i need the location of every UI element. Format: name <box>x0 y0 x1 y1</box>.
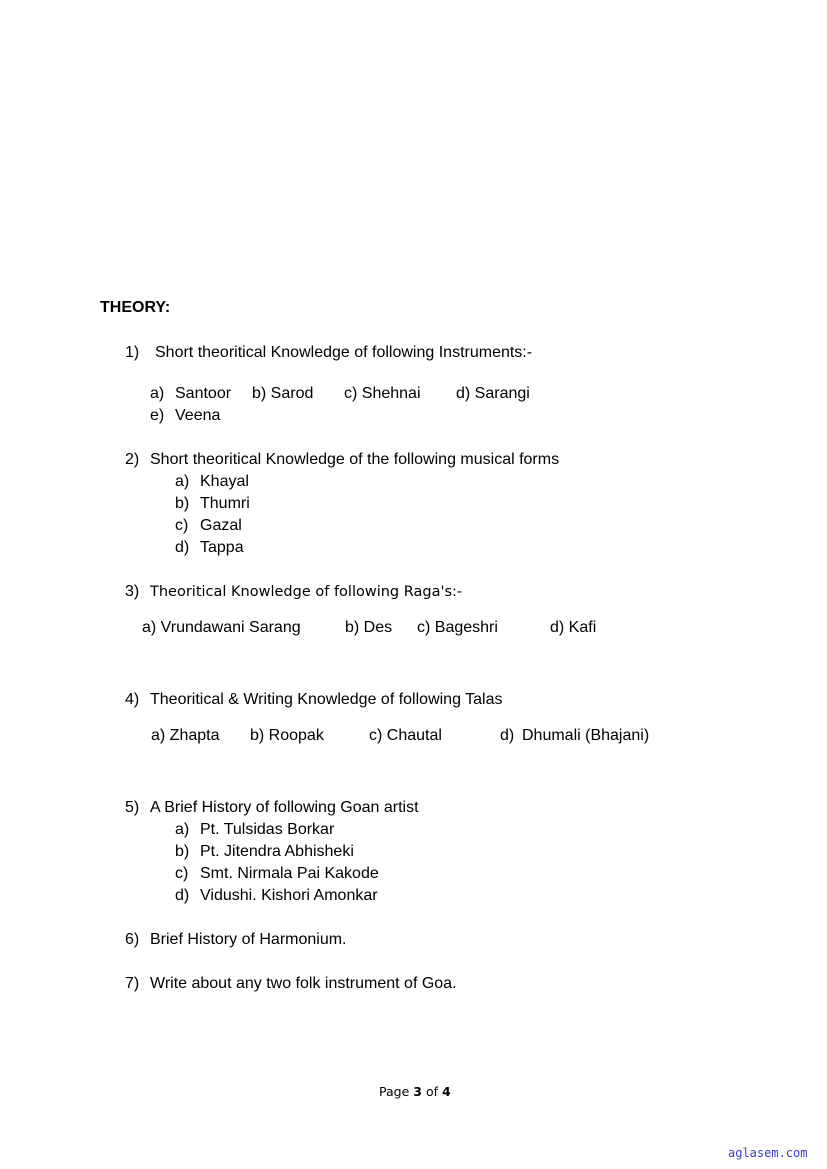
q4-option-d-label: d) <box>500 727 515 744</box>
section-heading: THEORY: <box>100 299 171 316</box>
watermark: aglasem.com <box>728 1146 808 1160</box>
question-1-text: Short theoritical Knowledge of following Instruments:- <box>155 344 533 361</box>
q2-item-label: a) <box>175 473 190 490</box>
q5-item-text: Pt. Tulsidas Borkar <box>200 821 335 838</box>
q1-option-e-label: e) <box>150 407 165 424</box>
q2-item-label: c) <box>175 517 189 534</box>
q5-item-text: Vidushi. Kishori Amonkar <box>200 887 378 904</box>
q4-option-c: c) Chautal <box>369 727 442 744</box>
question-4-text: Theoritical & Writing Knowledge of following Talas <box>150 691 503 708</box>
q1-option-a-label: a) <box>150 385 165 402</box>
question-4-number: 4) <box>125 691 140 708</box>
footer-page-word: Page <box>379 1084 410 1099</box>
question-2-number: 2) <box>125 451 140 468</box>
q4-option-b: b) Roopak <box>250 727 324 744</box>
q2-item-text: Tappa <box>200 539 244 556</box>
q5-item-label: b) <box>175 843 190 860</box>
q5-item-label: a) <box>175 821 190 838</box>
question-5-text: A Brief History of following Goan artist <box>150 799 419 816</box>
q5-item-text: Smt. Nirmala Pai Kakode <box>200 865 379 882</box>
q3-option-c: c) Bageshri <box>417 619 498 636</box>
question-6-text: Brief History of Harmonium. <box>150 931 347 948</box>
question-6-number: 6) <box>125 931 140 948</box>
page-footer <box>379 1084 451 1099</box>
q2-item-text: Gazal <box>200 517 242 534</box>
question-7-text: Write about any two folk instrument of Goa. <box>150 975 457 992</box>
footer-total-pages: 4 <box>441 1084 451 1099</box>
q4-option-d-text: Dhumali (Bhajani) <box>522 727 650 744</box>
q5-item-text: Pt. Jitendra Abhisheki <box>200 843 354 860</box>
question-3-text: Theoritical Knowledge of following Raga's:- <box>150 584 463 600</box>
q3-option-d: d) Kafi <box>550 619 597 636</box>
q4-option-a: a) Zhapta <box>151 727 220 744</box>
footer-current-page: 3 <box>413 1084 422 1099</box>
question-7-number: 7) <box>125 975 140 992</box>
q3-option-a: a) Vrundawani Sarang <box>142 619 301 636</box>
q1-option-b: b) Sarod <box>252 385 314 402</box>
q5-item-label: c) <box>175 865 189 882</box>
q2-item-label: d) <box>175 539 190 556</box>
footer-of-word: of <box>425 1084 438 1099</box>
q1-option-a-text: Santoor <box>175 385 232 402</box>
q1-option-d: d) Sarangi <box>456 385 530 402</box>
q2-item-text: Khayal <box>200 473 249 490</box>
question-5-number: 5) <box>125 799 140 816</box>
q1-option-e-text: Veena <box>175 407 221 424</box>
question-2-text: Short theoritical Knowledge of the following musical forms <box>150 451 560 468</box>
q5-item-label: d) <box>175 887 190 904</box>
q1-option-c: c) Shehnai <box>344 385 421 402</box>
q2-item-text: Thumri <box>200 495 250 512</box>
q2-item-label: b) <box>175 495 190 512</box>
q3-option-b: b) Des <box>345 619 393 636</box>
question-1-number: 1) <box>125 344 140 361</box>
question-3-number: 3) <box>125 583 140 600</box>
